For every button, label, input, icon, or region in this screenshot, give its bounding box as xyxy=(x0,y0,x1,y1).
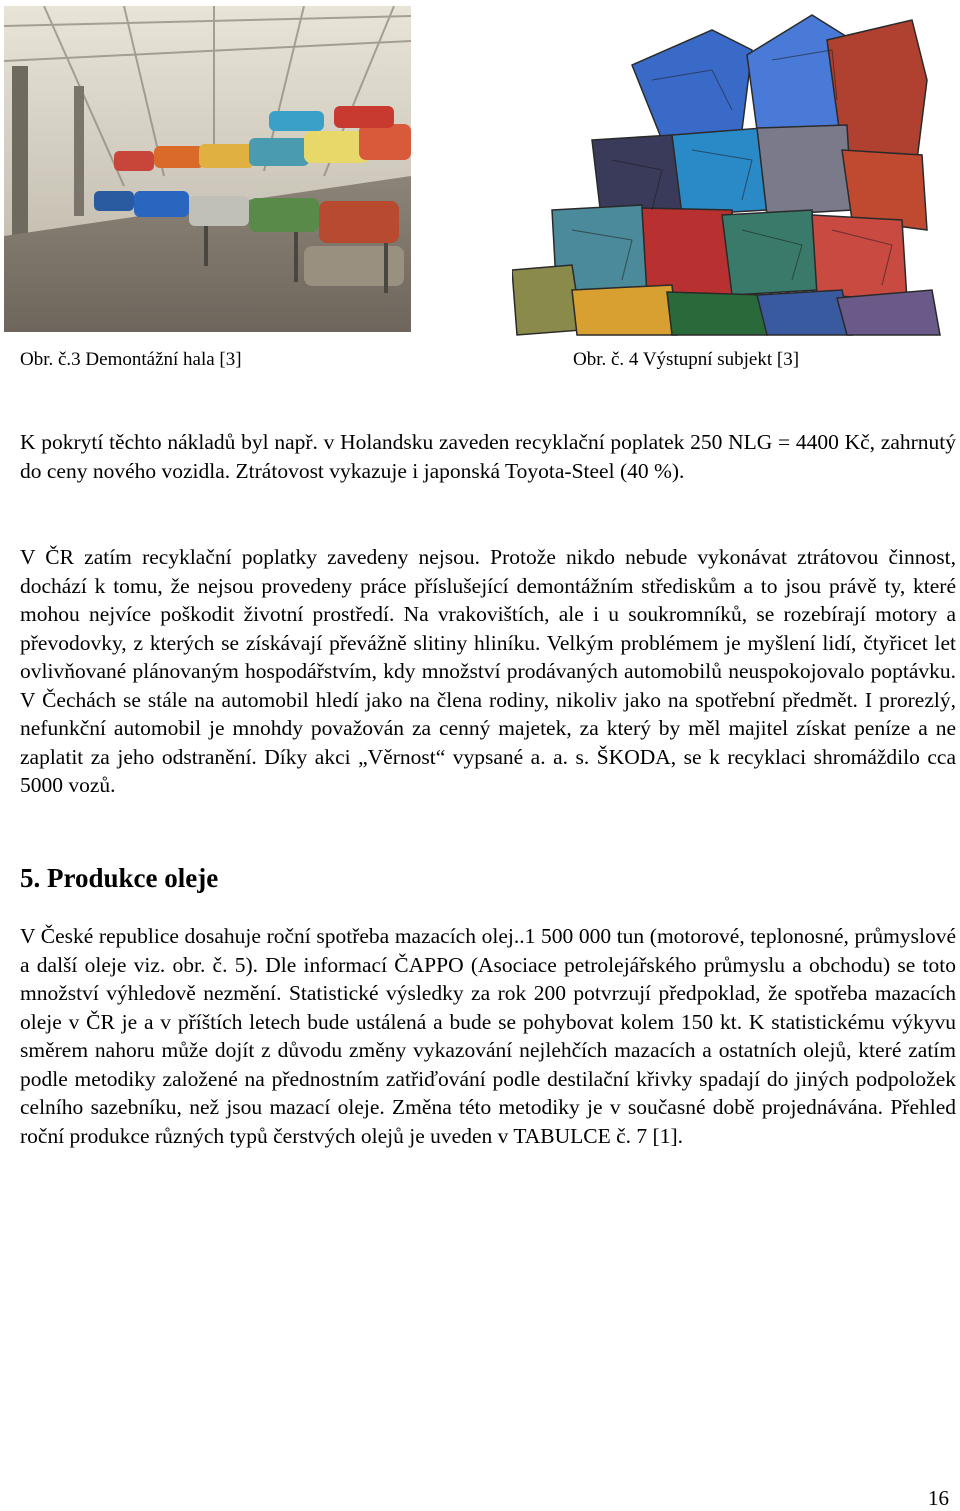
dismantling-hall-image xyxy=(4,6,411,332)
body-paragraph: K pokrytí těchto nákladů byl např. v Holandsku zaveden recyklační poplatek 250 NLG = 4400 Kč, zahrnutý do ceny nového vozidla. Ztrátovost vykazuje i japonská Toyota-Steel (40 %). xyxy=(20,430,956,483)
page-number: 16 xyxy=(928,1486,949,1510)
figure-caption: Obr. č.3 Demontážní hala [3] xyxy=(20,349,242,370)
scrap-bales-image xyxy=(512,10,942,338)
section-heading: 5. Produkce oleje xyxy=(20,863,219,893)
dismantling-hall-photo xyxy=(4,6,411,332)
figure-caption: Obr. č. 4 Výstupní subjekt [3] xyxy=(573,349,800,370)
body-paragraph: V ČR zatím recyklační poplatky zavedeny nejsou. Protože nikdo nebude vykonávat ztrátovou činnost, dochází k tomu, že nejsou provedeny práce příslušející demontážním střediskům a to jsou právě ty, které mohou nejvíce poškodit životní prostředí. Na vrakovištích, ale i u soukromníků, se rozebírají motory a převodovky, z kterých se získávají převážně slitiny hliníku. Velkým problémem je myšlení lidí, čtyřicet let ovlivňované plánovaným hospodářstvím, kdy množství prodávaných automobilů neuspokojovalo poptávku. V Čechách se stále na automobil hledí jako na člena rodiny, nikoliv jako na spotřební předmět. I prorezlý, nefunkční automobil je mnohdy považován za cenný majetek, za který by měl majitel získat peníze a ne zaplatit za jeho odstranění. Díky akci „Věrnost“ vypsané a. a. s. ŠKODA, se k recyklaci shromáždilo cca 5000 vozů. xyxy=(20,545,956,797)
scrap-car-bales-photo xyxy=(512,10,942,338)
section-paragraph: V České republice dosahuje roční spotřeba mazacích olej..1 500 000 tun (motorové, teplonosné, průmyslové a další oleje viz. obr. č. 5). Dle informací ČAPPO (Asociace petrolejářského průmyslu a obchodu) se toto množství výhledově nezmění. Statistické výsledky za rok 200 potvrzují předpoklad, že spotřeba mazacích oleje v ČR je a v příštích letech bude ustálená a bude se pohybovat kolem 150 kt. K statistickému výkyvu směrem nahoru může dojít z důvodu změny vykazování nejlehčích mazacích a ostatních olejů, které zatím podle metodiky založené na přednostním zatřiďování podle destilační křivky spadají do jiných podpoložek celního sazebníku, než jsou mazací oleje. Změna této metodiky je v současné době projednávána. Přehled roční produkce různých typů čerstvých olejů je uveden v TABULCE č. 7 [1]. xyxy=(20,924,956,1148)
